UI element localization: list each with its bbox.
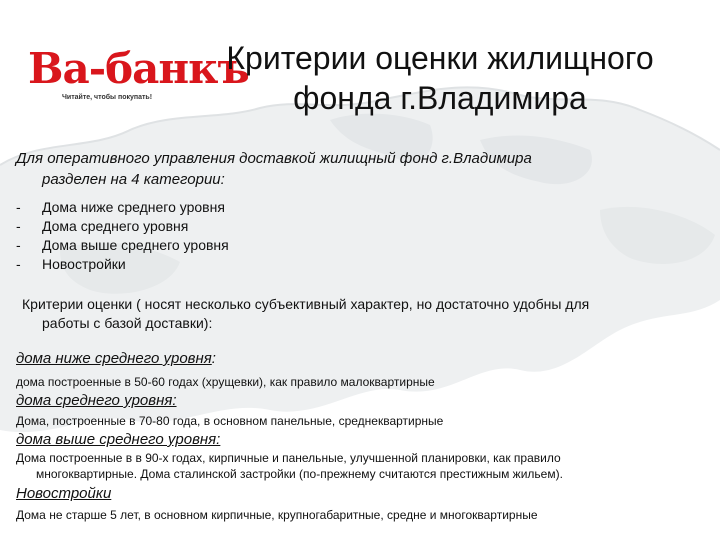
category-list: [16, 198, 229, 274]
section-heading: дома ниже среднего уровня:: [16, 350, 216, 367]
section-heading: дома выше среднего уровня:: [16, 431, 221, 448]
logo-wordmark: Ва-банкъ: [28, 44, 249, 93]
section-description: Дома построенные в в 90-х годах, кирпичные и панельные, улучшенной планировки, как правило многоквартирные. Дома сталинской застройки (по-прежнему считаются престижным жильем).: [16, 451, 563, 481]
criteria-note-line-2: работы с базой доставки):: [42, 315, 213, 331]
section-heading: дома среднего уровня:: [16, 392, 177, 409]
slide-title: [190, 38, 690, 118]
title-line-2: фонда г.Владимира: [293, 80, 587, 116]
intro-paragraph: [16, 148, 532, 190]
section-description: Дома, построенные в 70-80 года, в основном панельные, среднеквартирные: [16, 414, 444, 428]
intro-line-1: Для оперативного управления доставкой жилищный фонд г.Владимира: [16, 150, 532, 167]
section-description: дома построенные в 50-60 годах (хрущевки), как правило малоквартирные: [16, 375, 435, 389]
category-item: - Дома среднего уровня: [16, 218, 189, 234]
section-heading: Новостройки: [16, 485, 112, 502]
category-item: - Дома выше среднего уровня: [16, 237, 229, 253]
criteria-note-line-1: Критерии оценки ( носят несколько субъективный характер, но достаточно удобны для: [22, 296, 590, 312]
section-description: Дома не старше 5 лет, в основном кирпичные, крупногабаритные, средне и многоквартирные: [16, 508, 538, 522]
category-item: - Новостройки: [16, 256, 126, 272]
criteria-note: [22, 295, 589, 333]
logo-tagline: Читайте, чтобы покупать!: [62, 94, 153, 101]
title-line-1: Критерии оценки жилищного: [226, 40, 654, 76]
category-item: - Дома ниже среднего уровня: [16, 199, 225, 215]
vabank-logo: [26, 44, 249, 108]
intro-line-2: разделен на 4 категории:: [42, 171, 225, 188]
